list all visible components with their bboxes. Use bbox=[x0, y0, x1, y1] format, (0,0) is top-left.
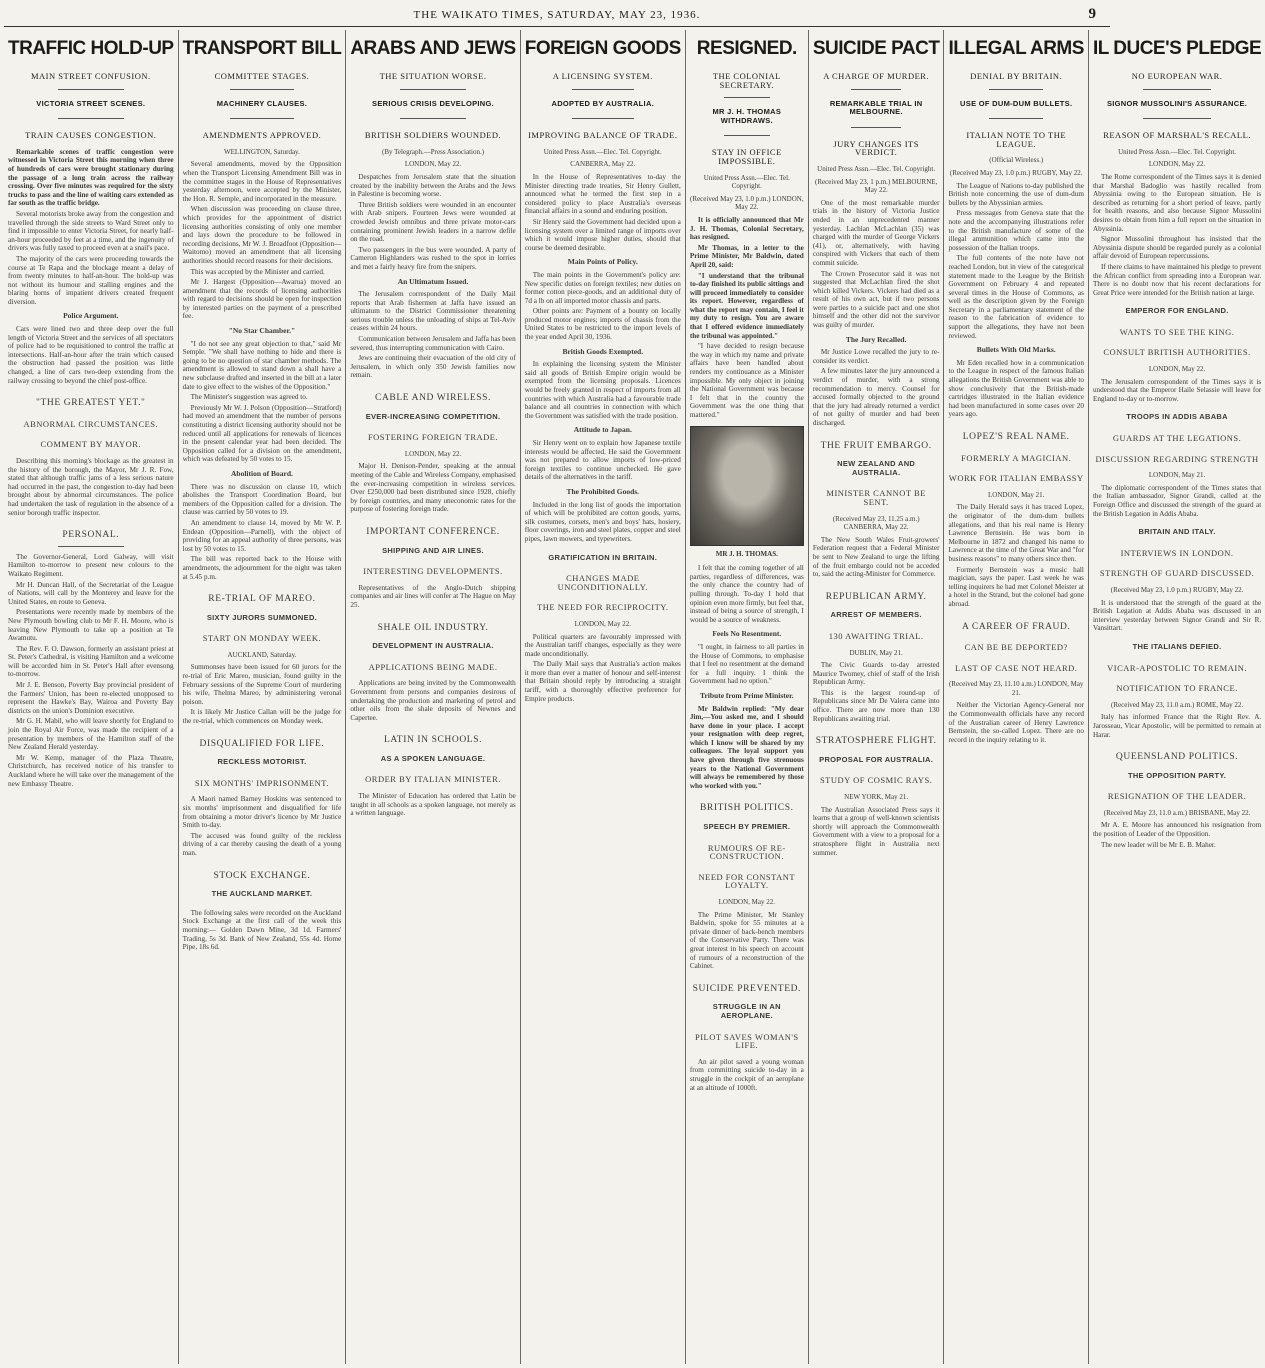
dateline: LONDON, May 22. bbox=[404, 160, 462, 169]
deck: MACHINERY CLAUSES. bbox=[216, 98, 308, 108]
article-body bbox=[1093, 148, 1261, 849]
article-body bbox=[350, 148, 515, 818]
dateline: (Received May 23, 1.0 p.m.) RUGBY, May 22. bbox=[1110, 585, 1244, 594]
paragraph: Neither the Victorian Agency-General nor the Commonwealth officials have any record of the Australian career of Henry Lawrence Bernstein, the so-called Lopez. There are no record in the inquiry relating to it. bbox=[948, 701, 1084, 744]
paragraph: "I ought, in fairness to all parties in the House of Commons, to emphasise that I feel no resentment at the demand for a full inquiry. I think the Government had no option." bbox=[689, 642, 804, 686]
paragraph: Major H. Denison-Pender, speaking at the annual meeting of the Cable and Wireless Company, emphasised the ever-increasing competition in wireless services. Over £250,000 had been distributed since 1928, chiefly by foreign countries, and many uneconomic rates for the purpose of fostering foreign trade. bbox=[350, 462, 516, 514]
paragraph: Other points are: Payment of a bounty on locally produced motor engines; imports of chassis from the United States to be restricted to the import levels of the year ended April 30, 1936. bbox=[524, 307, 681, 342]
subheading: Main Points of Policy. bbox=[567, 257, 638, 267]
paragraph: There was no discussion on clause 10, which abolishes the Transport Coordination Board, but members of the Opposition called for a division. The clause was carried by 50 votes to 19. bbox=[182, 482, 342, 517]
deck: REASON OF MARSHAL'S RECALL. bbox=[1103, 130, 1251, 141]
column-arabs-and-jews bbox=[346, 30, 520, 1364]
paragraph: The Daily Mail says that Australia's action makes it more than ever a matter of honour and self-interest that Britain should reply by introducing a straight tariff, with a thoroughly effective preference for Empire products. bbox=[524, 660, 681, 703]
section-headline: QUEENSLAND POLITICS. bbox=[1115, 752, 1239, 763]
divider bbox=[58, 89, 124, 90]
subheading: Feels No Resentment. bbox=[712, 629, 782, 639]
deck: LAST OF CASE NOT HEARD. bbox=[955, 662, 1078, 673]
dateline: LONDON, May 22. bbox=[1148, 365, 1206, 374]
divider bbox=[230, 89, 293, 90]
paragraph: Mr Justice Lowe recalled the jury to re-consider its verdict. bbox=[812, 348, 940, 365]
headline: ARABS AND JEWS bbox=[350, 38, 516, 59]
paragraph: "I do not see any great objection to that," said Mr Semple. "We shall have nothing to hide and there is going to be no question of star chamber methods. The amendment is allowed to stand down a shall have a new subclause drafted and inserted in the bill at a later date to give effect to the wishes of the Opposition." bbox=[182, 339, 342, 391]
paragraph: The Rome correspondent of the Times says it is denied that Marshal Badoglio was hastily recalled from Abyssinia owing to the European situation. He is described as returning for a short period of leave, partly for health reasons, and also because Signor Mussolini desires to obtain from him a full report on the situation in Abyssinia. bbox=[1092, 172, 1262, 233]
paragraph: An amendment to clause 14, moved by Mr W. P. Endean (Opposition—Parnell), with the object of providing for an appeal authority of three persons, was lost by 50 votes to 15. bbox=[182, 518, 342, 553]
subheading: Police Argument. bbox=[63, 311, 119, 321]
deck: REMARKABLE TRIAL IN MELBOURNE. bbox=[829, 98, 923, 117]
paragraph: The New South Wales Fruit-growers' Federation request that a Federal Minister be sent to New Zealand to urge the lifting of the fruit embargo could not be acceded to, said the acting-Minister for Commerce. bbox=[812, 535, 940, 579]
section-headline: BRITISH POLITICS. bbox=[700, 803, 794, 814]
deck: EVER-INCREASING COMPETITION. bbox=[365, 411, 501, 421]
deck: THE AUCKLAND MARKET. bbox=[211, 889, 313, 899]
deck: ABNORMAL CIRCUMSTANCES. bbox=[23, 418, 159, 429]
deck: BRITAIN AND ITALY. bbox=[1138, 527, 1216, 537]
section-headline: IMPORTANT CONFERENCE. bbox=[366, 526, 500, 537]
dateline: AUCKLAND, Saturday. bbox=[227, 650, 297, 659]
subheading: Bullets With Old Marks. bbox=[976, 345, 1056, 355]
paragraph: When discussion was proceeding on clause three, which provides for the appointment of district licensing authorities consisting of only one member and lays down the procedure to be followed in recording decisions, Mr W. J. Broadfoot (Opposition—Waitomo) moved an amendment that all licensing authorities should record reasons for their decisions. bbox=[182, 205, 342, 265]
column-foreign-goods bbox=[521, 30, 686, 1364]
deck: SERIOUS CRISIS DEVELOPING. bbox=[372, 98, 495, 108]
section-headline: SUICIDE PREVENTED. bbox=[692, 983, 802, 994]
divider bbox=[989, 118, 1043, 119]
section-headline: LOPEZ'S REAL NAME. bbox=[962, 432, 1070, 442]
deck: COMMENT BY MAYOR. bbox=[40, 439, 142, 450]
article-body bbox=[813, 165, 940, 857]
article-body bbox=[690, 174, 804, 1093]
deck: PILOT SAVES WOMAN'S LIFE. bbox=[695, 1031, 799, 1051]
paragraph: The Prime Minister, Mr Stanley Baldwin, spoke for 55 minutes at a private dinner of back-bench members of the Conservative Party. There was great interest in his speech on account of rumours of a reconstruction of the Cabinet. bbox=[689, 910, 804, 971]
deck: CAN BE BE DEPORTED? bbox=[964, 642, 1068, 653]
divider bbox=[724, 135, 770, 136]
headline: FOREIGN GOODS bbox=[524, 38, 681, 59]
paragraph: Included in the long list of goods the importation of which will be prohibited are cotton goods, yarns, silk costumes, corsets, men's and boys' hats, hosiery, floor coverings, iron and steel plates, copper and steel pipes, lawn mowers, and typewriters. bbox=[524, 500, 681, 543]
deck: APPLICATIONS BEING MADE. bbox=[368, 661, 498, 672]
section-headline: RE-TRIAL OF MAREO. bbox=[208, 594, 316, 605]
paragraph: Sir Henry went on to explain how Japanese textile interests would be affected. He said the Government was not prepared to allow imports of low-priced foreign textiles to continue unchecked. He gave details of the alternatives in the tariff. bbox=[524, 439, 681, 482]
section-headline: THE FRUIT EMBARGO. bbox=[820, 440, 932, 451]
divider bbox=[724, 97, 770, 98]
subheading: Tribute from Prime Minister. bbox=[700, 690, 794, 700]
headline: ILLEGAL ARMS bbox=[948, 38, 1084, 59]
credit-line: United Press Assn.—Elec. Tel. Copyright. bbox=[817, 164, 936, 173]
deck: NO EUROPEAN WAR. bbox=[1131, 71, 1223, 81]
paragraph: The Daily Herald says it has traced Lopez, the originator of the dum-dum bullets allegations, and that his real name is Henry Lawrence Bernstein. He was born in Melbourne in 1872 and changed his name to Lawrence at the time of the Great War and "for business reasons" to many others since then. bbox=[948, 503, 1084, 563]
paragraph: Communication between Jerusalem and Jaffa has been severed, thus interrupting communication with Cairo. bbox=[350, 335, 516, 352]
deck: AMENDMENTS APPROVED. bbox=[202, 130, 322, 141]
paragraph: Press messages from Geneva state that the note and the accompanying illustrations refer to the British manufacture of some of the illegal ammunition which came into the possession of the Italian troops. bbox=[948, 209, 1084, 252]
deck: NEED FOR CONSTANT LOYALTY. bbox=[698, 871, 796, 891]
divider bbox=[1143, 89, 1210, 90]
divider bbox=[400, 118, 466, 119]
column-traffic bbox=[4, 30, 179, 1364]
deck: ORDER BY ITALIAN MINISTER. bbox=[365, 774, 501, 785]
divider bbox=[58, 118, 124, 119]
deck: DISCUSSION REGARDING STRENGTH bbox=[1095, 453, 1259, 464]
paragraph: I felt that the coming together of all parties, regardless of differences, was the only chance the country had of pulling through. To-day I hold that opinion even more firmly, but feel that, instead of being a source of strength, I would be a source of weakness. bbox=[689, 564, 804, 624]
deck: GUARDS AT THE LEGATIONS. bbox=[1112, 433, 1242, 444]
dateline: (Received May 23, 11.10 a.m.) LONDON, May 21. bbox=[948, 680, 1084, 697]
subheading: An Ultimatum Issued. bbox=[397, 276, 469, 286]
paragraph: A Maori named Barney Hoskins was sentenced to six months' imprisonment and disqualified for life from obtaining a motor driver's licence by Mr Justice Smith to-day. bbox=[182, 795, 342, 830]
section-headline: A CAREER OF FRAUD. bbox=[961, 621, 1071, 632]
deck: CONSULT BRITISH AUTHORITIES. bbox=[1103, 347, 1251, 358]
dateline: (Received May 23, 11.25 a.m.) CANBERRA, May 22. bbox=[832, 514, 920, 532]
section-headline: REPUBLICAN ARMY. bbox=[825, 591, 927, 602]
subheading: Abolition of Board. bbox=[231, 468, 293, 478]
column-il-duces-pledge bbox=[1089, 30, 1265, 1364]
section-headline: STRATOSPHERE FLIGHT. bbox=[815, 736, 937, 747]
paragraph: The Minister of Education has ordered that Latin be taught in all schools as a spoken language, not merely as a written language. bbox=[350, 792, 516, 818]
dateline: LONDON, May 22. bbox=[718, 898, 775, 906]
deck: WANTS TO SEE THE KING. bbox=[1119, 326, 1235, 337]
deck: STAY IN OFFICE IMPOSSIBLE. bbox=[711, 147, 782, 166]
deck: MR J. H. THOMAS WITHDRAWS. bbox=[712, 107, 782, 125]
deck: THE COLONIAL SECRETARY. bbox=[712, 71, 781, 90]
paragraph: A few minutes later the jury announced a verdict of murder, with a strong recommendation to mercy. Counsel for accused formally objected to the ground that the jury had already returned a verdict of not guilty of murder and had been discharged. bbox=[812, 367, 940, 427]
dateline: (Received May 23, 11.0 a.m.) BRISBANE, May 22. bbox=[1103, 808, 1251, 817]
lead-paragraph: Mr Thomas, in a letter to the Prime Minister, Mr Baldwin, dated April 20, said: bbox=[689, 243, 804, 269]
paragraph: It is understood that the strength of the guard at the British Legation at Addis Ababa was discussed in an interview yesterday between Signor Grandi and Sir R. Vansittart. bbox=[1092, 598, 1262, 633]
deck: STRENGTH OF GUARD DISCUSSED. bbox=[1099, 568, 1255, 579]
deck: CHANGES MADE UNCONDITIONALLY. bbox=[557, 573, 648, 592]
article-body bbox=[525, 148, 681, 703]
subheading: The Prohibited Goods. bbox=[566, 486, 640, 496]
paragraph: Mr J. E. Benson, Poverty Bay provincial president of the Farmers' Union, has been re-elected unopposed to represent the Hawke's Bay, Wairoa and Poverty Bay districts on the union's Dominion executive. bbox=[8, 681, 174, 715]
deck: GRATIFICATION IN BRITAIN. bbox=[548, 552, 658, 562]
paragraph: Mr J. Hargest (Opposition—Awarua) moved an amendment that the records of licensing authorities with regard to decisions should be open for inspection by interested parties on the payment of a prescribed fee. bbox=[182, 278, 342, 321]
divider bbox=[851, 89, 902, 90]
credit-line: (By Telegraph.—Press Association.) bbox=[382, 147, 485, 156]
dateline: DUBLIN, May 21. bbox=[849, 648, 903, 657]
page-number: 9 bbox=[1088, 6, 1096, 22]
subheading: Attitude to Japan. bbox=[573, 425, 632, 435]
headline: RESIGNED. bbox=[696, 38, 797, 59]
dateline: WELLINGTON, Saturday. bbox=[224, 147, 300, 156]
paragraph: The Rev. F. O. Dawson, formerly an assistant priest at St. Peter's Cathedral, is visiting Hamilton and a welcome will be accorded him in St. Peter's Hall after evensong to-morrow. bbox=[8, 644, 174, 679]
paragraph: The Minister's suggestion was agreed to. bbox=[190, 393, 308, 402]
deck: A LICENSING SYSTEM. bbox=[552, 71, 653, 81]
paragraph: The accused was found guilty of the reckless driving of a car thereby causing the death of a young man. bbox=[182, 831, 342, 857]
paragraph: The Civic Guards to-day arrested Maurice Twomey, chief of staff of the Irish Republican Army. bbox=[812, 661, 940, 687]
deck: STUDY OF COSMIC RAYS. bbox=[819, 775, 933, 786]
deck: STRUGGLE IN AN AEROPLANE. bbox=[712, 1002, 781, 1020]
dateline: (Received May 23, 11.0 a.m.) ROME, May 22. bbox=[1111, 700, 1244, 709]
portrait-photo bbox=[690, 426, 804, 546]
paragraph: The League of Nations to-day published the British note concerning the use of dum-dum bullets by the Abyssinian armies. bbox=[948, 181, 1084, 207]
paragraph: This was accepted by the Minister and carried. bbox=[190, 267, 325, 276]
deck: SIGNOR MUSSOLINI'S ASSURANCE. bbox=[1106, 98, 1248, 108]
deck: VICTORIA STREET SCENES. bbox=[36, 98, 146, 108]
paragraph: Sir Henry said the Government had decided upon a licensing system over a limited range of imports over which it would impose higher duties, should that course be deemed desirable. bbox=[524, 217, 681, 252]
paragraph: The following sales were recorded on the Auckland Stock Exchange at the first call of the week this morning:— Golden Dawn Mine, 3d 1d. Farmers' Trading, 5s 3d. Bank of New Zealand, 55s 4d. Home Pipe, 18s 6d. bbox=[182, 908, 342, 952]
section-headline: STOCK EXCHANGE. bbox=[213, 870, 311, 881]
deck: RECKLESS MOTORIST. bbox=[217, 757, 307, 767]
deck: START ON MONDAY WEEK. bbox=[202, 633, 322, 644]
divider bbox=[1143, 118, 1210, 119]
deck: ADOPTED BY AUSTRALIA. bbox=[551, 98, 655, 108]
lead-paragraph: Mr Baldwin replied: "My dear Jim,—You asked me, and I should have done in your place. I accept your resignation with deep regret, which I know will be shared by my colleagues. The loyal support you have given through five strenuous years to the National Government will always be remembered by those who worked with you." bbox=[689, 704, 804, 790]
deck: COMMITTEE STAGES. bbox=[214, 71, 310, 81]
section-headline: PERSONAL. bbox=[62, 530, 120, 541]
dateline: (Received May 23, 1.0 p.m.) LONDON, May 22. bbox=[690, 194, 804, 212]
deck: ARREST OF MEMBERS. bbox=[830, 610, 922, 620]
deck: THE OPPOSITION PARTY. bbox=[1127, 770, 1227, 780]
paragraph: Mr W. Kemp, manager of the Plaza Theatre, Christchurch, has received notice of his transfer to Auckland where he will take over the management of the new Embassy Theatre. bbox=[8, 753, 174, 788]
deck: RESIGNATION OF THE LEADER. bbox=[1107, 791, 1247, 802]
dateline: LONDON, May 22. bbox=[1148, 160, 1206, 169]
headline: SUICIDE PACT bbox=[812, 38, 940, 59]
paragraph: "I have decided to resign because the way in which my name and private affairs have been handled about renders my continuance as a Minister impossible. My only object in joining the National Government was because I felt that in the country the Government was the one thing that mattered." bbox=[689, 342, 804, 419]
paragraph: Describing this morning's blockage as the greatest in the history of the borough, the Mayor, Mr J. R. Fow, stated that although traffic jams of a less serious nature had occurred in the past, the congestion to-day had been brought about by abnormal circumstances. The police had undertaken the task of regulation in the absence of a senior borough traffic inspector. bbox=[8, 457, 174, 517]
paragraph: Applications are being invited by the Commonwealth Government from persons and companies desirous of undertaking the production and marketing of petrol and other oils from the shale deposits of Newnes and Capertee. bbox=[350, 679, 516, 722]
article-body bbox=[948, 156, 1083, 744]
paragraph: Several motorists broke away from the congestion and travelled through the side streets to Ward Street only to find it impossible to enter Victoria Street, for nearly half-an-hour proceeded by feet at a time, and the ingenuity of drivers was fully taxed to proceed even at a snail's pace. bbox=[8, 209, 174, 253]
lead-paragraph: It is officially announced that Mr J. H. Thomas, Colonial Secretary, has resigned. bbox=[689, 215, 804, 242]
column-transport-bill bbox=[179, 30, 347, 1364]
deck: NOTIFICATION TO FRANCE. bbox=[1116, 683, 1238, 694]
paragraph: It is likely Mr Justice Callan will be the judge for the re-trial, which commences on Monday week. bbox=[182, 708, 342, 726]
dateline: LONDON, May 21. bbox=[988, 490, 1045, 499]
paragraph: The new leader will be Mr E. B. Maher. bbox=[1100, 840, 1216, 849]
divider bbox=[400, 89, 466, 90]
paragraph: Representatives of the Anglo-Dutch shipping companies and air lines will confer at The Hague on May 25. bbox=[350, 583, 516, 609]
divider bbox=[572, 89, 634, 90]
paragraph: The Crown Prosecutor said it was not suggested that McLachlan fired the shot which killed Vickers. Vickers had died as a result of his own act, but if two persons were parties to a suicide pact and one shot himself and the other did not the survivor was guilty of murder. bbox=[812, 269, 940, 330]
deck: TRAIN CAUSES CONGESTION. bbox=[25, 130, 157, 141]
section-headline: LATIN IN SCHOOLS. bbox=[383, 735, 483, 746]
newspaper-title: THE WAIKATO TIMES, SATURDAY, MAY 23, 1936. bbox=[413, 9, 701, 21]
paragraph: Presentations were recently made by members of the New Plymouth bowling club to Mr F. H. Moore, who is leaving New Plymouth to take up a position at Te Awamutu. bbox=[8, 608, 174, 643]
dateline: LONDON, May 21. bbox=[1148, 471, 1206, 480]
masthead bbox=[0, 4, 1114, 26]
paragraph: Italy has informed France that the Right Rev. A. Jarosseau, Vicar Apostolic, will be permitted to remain at Harar. bbox=[1092, 713, 1262, 739]
dateline: (Received May 23, 1.0 p.m.) RUGBY, May 22. bbox=[949, 168, 1083, 177]
section-headline: SHALE OIL INDUSTRY. bbox=[377, 622, 489, 633]
credit-line: United Press Assn.—Elec. Tel. Copyright. bbox=[703, 173, 790, 191]
paragraph: The bill was reported back to the House with amendments, the adjournment for the night was taken at 5.45 p.m. bbox=[182, 555, 342, 581]
section-headline: "THE GREATEST YET." bbox=[36, 398, 146, 409]
paragraph: Summonses have been issued for 60 jurors for the re-trial of Eric Mareo, musician, found guilty in the February sessions of the Supreme Court of murdering his wife, Thelma Mareo, by administering veronal poison. bbox=[182, 663, 342, 706]
deck: A CHARGE OF MURDER. bbox=[823, 71, 930, 81]
column-illegal-arms bbox=[944, 30, 1088, 1364]
deck: MAIN STREET CONFUSION. bbox=[30, 71, 151, 81]
headline: TRANSPORT BILL bbox=[182, 38, 342, 59]
paragraph: In explaining the licensing system the Minister said all goods of British Empire origin would be exempted from the licensing proposals. Licences would be freely granted in respect of imports from all countries with which Australia had a favourable trade balance and all countries in connection with which the Government was satisfied with the trade position. bbox=[524, 360, 681, 420]
paragraph: The Governor-General, Lord Galway, will visit Hamilton to-morrow to present new colours to the Waikato Regiment. bbox=[8, 552, 174, 578]
paragraph: One of the most remarkable murder trials in the history of Victoria Justice ended in an unprecedented manner yesterday. Lachlan McLachlan (35) was charged with the murder of George Vickers (41), or, alternatively, with having conspired with Vickers that each of them commit suicide. bbox=[812, 198, 940, 267]
deck: AS A SPOKEN LANGUAGE. bbox=[380, 753, 486, 763]
deck: WORK FOR ITALIAN EMBASSY bbox=[948, 473, 1084, 484]
section-headline: DISQUALIFIED FOR LIFE. bbox=[199, 738, 325, 749]
divider bbox=[58, 546, 124, 547]
lead-paragraph: Remarkable scenes of traffic congestion were witnessed in Victoria Street this morning when three of hundreds of cars were brought stationary during the passage of a long train across the railway crossing. Over five minutes was required for the sixty trucks to pass and the line of waiting cars extended as far south as the traffic bridge. bbox=[8, 147, 174, 208]
deck: IMPROVING BALANCE OF TRADE. bbox=[528, 130, 678, 141]
deck: 130 AWAITING TRIAL. bbox=[828, 630, 924, 641]
paragraph: Mr G. H. Mabil, who will leave shortly for England to join the Royal Air Force, was made the recipient of a presentation by members of the Hamilton staff of the New Zealand Herald yesterday. bbox=[8, 717, 174, 752]
column-suicide-pact bbox=[809, 30, 945, 1364]
article-body bbox=[183, 148, 342, 952]
deck: THE SITUATION WORSE. bbox=[379, 71, 487, 81]
credit-line: United Press Assn.—Elec. Tel. Copyright. bbox=[1118, 147, 1237, 156]
paragraph: Signor Mussolini throughout has insisted that the Abyssinia dispute should be regarded purely as a colonial affair devoid of European repercussions. bbox=[1092, 235, 1262, 261]
paragraph: Previously Mr W. J. Polson (Opposition—Stratford) had moved an amendment that the number of persons constituting a district licensing authority should not be reduced until all applications for renewals of licences in the present calendar year had been decided. The Opposition called for a division on the amendment, which was defeated by 50 votes to 15. bbox=[182, 403, 342, 464]
paragraph: In the House of Representatives to-day the Minister directing trade treaties, Sir Henry Gullett, announced what he termed the first step in a considered policy to place Australia's overseas financial affairs in a sound and enduring position. bbox=[524, 172, 681, 216]
credit-line: (Official Wireless.) bbox=[989, 156, 1044, 165]
deck: PROPOSAL FOR AUSTRALIA. bbox=[819, 754, 934, 764]
paragraph: Three British soldiers were wounded in an encounter with Arab snipers. Fourteen Jews were wounded at crowded Jewish omnibus and three private motor-cars containing prominent Jewish leaders in a narrow defile on the road. bbox=[350, 200, 516, 244]
paragraph: The Australian Associated Press says it learns that a group of well-known scientists shortly will approach the Commonwealth Government with a view to a proposal for a stratosphere flight in Australia next summer. bbox=[812, 805, 940, 857]
dateline: NEW YORK, May 21. bbox=[844, 793, 909, 802]
paragraph: If there claims to have maintained his pledge to prevent the African conflict from spreading into a European war. There is no doubt now that his recent declarations for Great Price were intended for the British nation at large. bbox=[1092, 262, 1262, 297]
divider bbox=[989, 89, 1043, 90]
headline: TRAFFIC HOLD-UP bbox=[8, 38, 174, 59]
paragraph: The full contents of the note have not reached London, but in view of the categorical statement made to the League by the British Government on February 4 and repeated several times in the House of Commons, as well as the description given by the Foreign Secretary in a parliamentary statement of the reason to the fabrication of evidence to support the allegations, they have not been reviewed. bbox=[948, 254, 1084, 340]
deck: MINISTER CANNOT BE SENT. bbox=[826, 488, 926, 507]
deck: BRITISH SOLDIERS WOUNDED. bbox=[364, 130, 502, 141]
deck: FOSTERING FOREIGN TRADE. bbox=[367, 432, 499, 443]
divider bbox=[230, 118, 293, 119]
subheading: The Jury Recalled. bbox=[845, 334, 907, 344]
deck: FORMERLY A MAGICIAN. bbox=[961, 452, 1072, 463]
article-body bbox=[8, 148, 174, 788]
deck: ITALIAN NOTE TO THE LEAGUE. bbox=[966, 130, 1067, 149]
section-headline: CABLE AND WIRELESS. bbox=[375, 393, 492, 404]
paragraph: Mr H. Duncan Hall, of the Secretariat of the League of Nations, will call by the Monterey and leave for the United States, en route to Geneva. bbox=[8, 580, 174, 606]
dateline: (Received May 23, 1 p.m.) MELBOURNE, May 22. bbox=[815, 177, 938, 195]
deck: VICAR-APOSTOLIC TO REMAIN. bbox=[1107, 662, 1247, 673]
deck: TROOPS IN ADDIS ABABA bbox=[1126, 412, 1228, 422]
deck: THE ITALIANS DEFIED. bbox=[1132, 641, 1222, 651]
deck: THE NEED FOR RECIPROCITY. bbox=[537, 602, 669, 613]
deck: SIX MONTHS' IMPRISONMENT. bbox=[194, 777, 329, 788]
deck: INTERESTING DEVELOPMENTS. bbox=[363, 566, 503, 577]
deck: EMPEROR FOR ENGLAND. bbox=[1125, 306, 1229, 316]
masthead-rule bbox=[4, 26, 1110, 27]
paragraph: Despatches from Jerusalem state that the situation created by the inability between the Arabs and the Jews in Palestine is becoming worse. bbox=[350, 172, 516, 199]
paragraph: The main points in the Government's policy are: New specific duties on foreign textiles; new duties on former cotton piece-goods, and an additional duty of 7d a lb on all imported motor chassis and parts. bbox=[524, 270, 681, 305]
deck: DENIAL BY BRITAIN. bbox=[970, 71, 1063, 81]
paragraph: The Jerusalem correspondent of the Daily Mail reports that Arab fishermen at Jaffa have issued an ultimatum to the District Commissioner threatening serious trouble unless the unloading of ships at Tel-Aviv ceases within 24 hours. bbox=[350, 290, 516, 333]
paragraph: Jews are continuing their evacuation of the old city of Jerusalem, in which only 350 Jewish families now remain. bbox=[350, 354, 516, 380]
deck: SIXTY JURORS SUMMONED. bbox=[206, 612, 318, 622]
paragraph: Mr A. E. Moore has announced his resignation from the position of Leader of the Opposition. bbox=[1092, 821, 1262, 839]
headline: IL DUCE'S PLEDGE bbox=[1092, 38, 1262, 59]
subheading: "No Star Chamber." bbox=[228, 326, 296, 336]
dateline: CANBERRA, May 22. bbox=[570, 160, 636, 169]
newspaper-columns bbox=[4, 30, 1262, 1364]
divider bbox=[851, 127, 902, 128]
paragraph: Several amendments, moved by the Opposition when the Transport Licensing Amendment Bill was in the committee stages in the House of Representatives yesterday afternoon, were accepted by the Minister, the Hon. R. Semple, and incorporated in the measure. bbox=[182, 160, 342, 203]
paragraph: The Jerusalem correspondent of the Times says it is understood that the Emperor Haile Selassie will leave for England to-day or to-morrow. bbox=[1092, 377, 1262, 403]
paragraph: This is the largest round-up of Republicans since Mr De Valera came into office. There are now more than 130 Republicans awaiting trial. bbox=[812, 688, 940, 723]
subheading: British Goods Exempted. bbox=[562, 346, 644, 356]
deck: RUMOURS OF RE-CONSTRUCTION. bbox=[707, 842, 786, 862]
deck: NEW ZEALAND AND AUSTRALIA. bbox=[837, 459, 916, 477]
column-resigned bbox=[686, 30, 809, 1364]
paragraph: Formerly Bernstein was a music hall magician, says the paper. Last week he was telling inquirers he had met Colonel Meister at a hotel in the Strand, but the colonel had gone abroad. bbox=[948, 565, 1084, 608]
paragraph: The majority of the cars were proceeding towards the course at Te Rapa and the blockage meant a delay of from twenty minutes to half-an-hour. The hold-up was not without its humour and stalling engines and the blaring horns of impatient drivers created frequent diversion. bbox=[8, 254, 174, 306]
deck: SHIPPING AND AIR LINES. bbox=[382, 545, 484, 555]
paragraph: Cars were lined two and three deep over the full length of Victoria Street and the services of all spectators of police had to be requisitioned to control the traffic at intersections. Half-an-hour after the train which caused the obstruction had passed the position was little changed, a line of cars two-deep extending from the railway crossing to beyond the chief post-office. bbox=[8, 325, 174, 385]
credit-line: United Press Assn.—Elec. Tel. Copyright. bbox=[543, 147, 662, 156]
paragraph: Two passengers in the bus were wounded. A party of Cameron Highlanders was rushed to the spot in lorries and met a fairly heavy fire from the snipers. bbox=[350, 245, 516, 271]
photo-caption: MR J. H. THOMAS. bbox=[715, 549, 778, 558]
deck: INTERVIEWS IN LONDON. bbox=[1120, 547, 1234, 558]
paragraph: An air pilot saved a young woman from committing suicide to-day in a struggle in the cockpit of an aeroplane at an altitude of 1000ft. bbox=[689, 1057, 804, 1092]
deck: SPEECH BY PREMIER. bbox=[703, 822, 791, 832]
lead-paragraph: "I understand that the tribunal to-day finished its public sittings and will proceed immediately to consider its report. However, regardless of what the report may contain, I feel it my duty to resign. You are aware that I offered evidence immediately the tribunal was appointed." bbox=[689, 271, 804, 340]
dateline: LONDON, May 22. bbox=[404, 449, 462, 458]
deck: JURY CHANGES ITS VERDICT. bbox=[833, 138, 919, 158]
dateline: LONDON, May 22. bbox=[574, 619, 631, 628]
paragraph: Mr Eden recalled how in a communication to the League in respect of the famous Italian allegations the British Government was able to show conclusively that the British-made cartridges illustrated in the Italian evidence had been manufactured in some cases over 20 years ago. bbox=[948, 358, 1084, 419]
divider bbox=[572, 118, 634, 119]
paragraph: Political quarters are favourably impressed with the Australian tariff changes, especially as they were made unconditionally. bbox=[524, 632, 681, 658]
paragraph: The diplomatic correspondent of the Times states that the Italian ambassador, Signor Grandi, called at the Foreign Office and discussed the strength of the guard at the British Legation in Addis Ababa. bbox=[1092, 483, 1262, 518]
deck: USE OF DUM-DUM BULLETS. bbox=[960, 98, 1073, 108]
deck: DEVELOPMENT IN AUSTRALIA. bbox=[372, 641, 494, 651]
